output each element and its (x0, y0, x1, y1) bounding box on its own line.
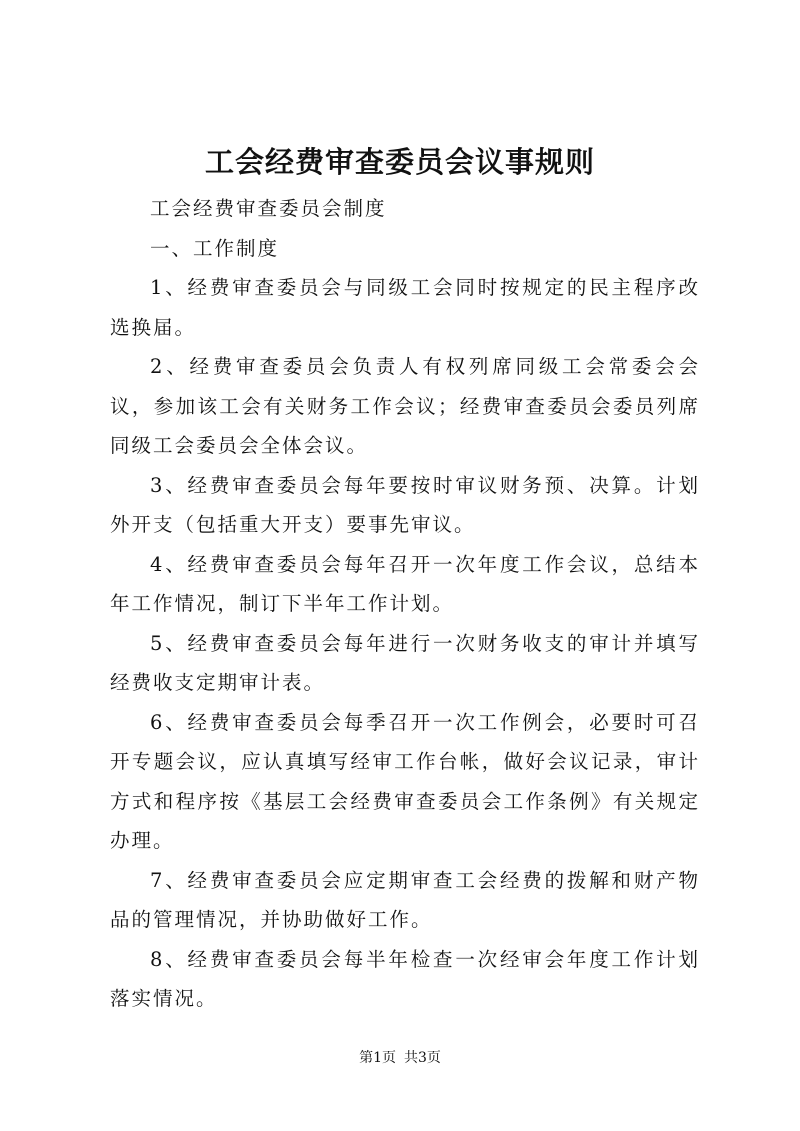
page-total: 共3页 (404, 1050, 441, 1066)
rule-item-1: 1、经费审查委员会与同级工会同时按规定的民主程序改选换届。 (110, 276, 700, 339)
rule-item-3: 3、经费审查委员会每年要按时审议财务预、决算。计划外开支（包括重大开支）要事先审议。 (110, 473, 700, 536)
rule-item-7: 7、经费审查委员会应定期审查工会经费的拨解和财产物品的管理情况，并协助做好工作。 (110, 868, 700, 931)
rule-item-8: 8、经费审查委员会每半年检查一次经审会年度工作计划落实情况。 (110, 947, 700, 1010)
rule-item-2: 2、经费审查委员会负责人有权列席同级工会常委会会议，参加该工会有关财务工作会议；经费审查委员会委员列席同级工会委员会全体会议。 (110, 355, 700, 457)
section-heading: 一、工作制度 (150, 236, 280, 260)
document-body (110, 189, 700, 1019)
paragraph-subtitle: 工会经费审查委员会制度 (150, 197, 387, 220)
page-footer (0, 1048, 800, 1068)
page-number: 第1页 (359, 1050, 396, 1066)
document-title: 工会经费审查委员会议事规则 (204, 145, 595, 179)
rule-item-6: 6、经费审查委员会每季召开一次工作例会，必要时可召开专题会议，应认真填写经审工作台帐，做好会议记录，审计方式和程序按《基层工会经费审查委员会工作条例》有关规定办理。 (110, 710, 700, 852)
rule-item-4: 4、经费审查委员会每年召开一次年度工作会议，总结本年工作情况，制订下半年工作计划。 (110, 552, 700, 615)
rule-item-5: 5、经费审查委员会每年进行一次财务收支的审计并填写经费收支定期审计表。 (110, 631, 700, 694)
